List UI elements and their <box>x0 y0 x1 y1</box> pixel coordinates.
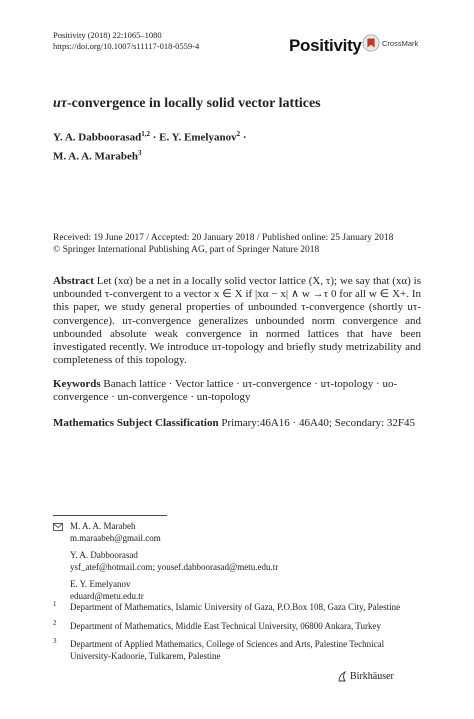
keywords-label: Keywords <box>53 378 101 390</box>
envelope-icon <box>53 523 63 531</box>
title-text: -convergence in locally solid vector lattices <box>67 96 321 111</box>
abstract-text: Let (xα) be a net in a locally solid vector lattice (X, τ); we say that (xα) is unbounded τ-convergent to a vector x ∈ X if |xα − x| ∧ w →τ 0 for all w ∈ X+. In this paper, we study general properties of unbounded τ-convergence (shortly uτ-convergence). uτ-convergence generalizes unbounded norm convergence and unbounded absolute weak convergence in normed lattices that have been investigated recently. We introduce uτ-topology and briefly study metrizability and completeness of this topology. <box>53 275 421 367</box>
contact-name: E. Y. Emelyanov <box>70 579 131 589</box>
abstract-label: Abstract <box>53 275 94 287</box>
msc-text: Primary:46A16 · 46A40; Secondary: 32F45 <box>221 417 416 429</box>
contact-email[interactable]: ysf_atef@hotmail.com; yousef.dabboorasad@metu.edu.tr <box>70 561 279 572</box>
keywords <box>53 378 421 404</box>
affiliation-number: 1 <box>53 600 57 608</box>
crossmark-icon <box>362 34 380 52</box>
author-3: M. A. A. Marabeh <box>53 150 138 163</box>
contact-name: M. A. A. Marabeh <box>70 521 136 531</box>
affiliation-item <box>53 639 423 662</box>
citation-line-1: Positivity (2018) 22:1065–1080 <box>53 30 162 40</box>
copyright-line: © Springer International Publishing AG, part of Springer Nature 2018 <box>53 245 320 255</box>
author-2: E. Y. Emelyanov <box>159 131 237 144</box>
author-contacts <box>53 521 278 608</box>
citation-info <box>53 30 199 52</box>
msc-label: Mathematics Subject Classification <box>53 417 219 429</box>
author-2-affil: 2 <box>236 130 241 138</box>
affiliation-text: Department of Mathematics, Islamic University of Gaza, P.O.Box 108, Gaza City, Palestine <box>70 602 401 612</box>
publisher-logo <box>337 671 394 682</box>
affiliation-item <box>53 618 423 633</box>
affiliation-number: 2 <box>53 618 57 627</box>
crossmark-badge[interactable] <box>362 34 418 52</box>
contact-entry <box>53 579 278 602</box>
birkhauser-logo-icon <box>337 671 347 682</box>
author-1-affil: 1,2 <box>141 130 150 138</box>
author-1: Y. A. Dabboorasad <box>53 131 142 144</box>
affiliation-text: Department of Mathematics, Middle East Technical University, 06800 Ankara, Turkey <box>70 620 382 631</box>
publisher-name: Birkhäuser <box>350 671 394 682</box>
title-math: uτ <box>53 96 67 111</box>
author-list: Y. A. Dabboorasad$^{1,2}$ · E. Y. Emelyanov$^2$ · M. A. A. Marabeh$^3$ <box>53 130 247 163</box>
contact-name: Y. A. Dabboorasad <box>70 550 138 560</box>
crossmark-label: CrossMark <box>382 38 419 48</box>
publication-dates <box>53 232 433 256</box>
footnote-divider <box>53 515 167 516</box>
contact-entry <box>53 550 278 573</box>
affiliation-number: 3 <box>53 637 57 645</box>
dates-line: Received: 19 June 2017 / Accepted: 20 January 2018 / Published online: 25 January 2018 <box>53 233 394 243</box>
affiliation-item <box>53 602 423 614</box>
journal-name: Positivity <box>289 36 362 55</box>
keywords-text: Banach lattice · Vector lattice · uτ-convergence · uτ-topology · uo-convergence · un-convergence · un-topology <box>53 378 398 404</box>
paper-title <box>53 96 321 112</box>
abstract <box>53 275 421 367</box>
affiliations <box>53 602 423 669</box>
author-3-affil: 3 <box>137 148 142 157</box>
contact-email[interactable]: eduard@metu.edu.tr <box>70 590 144 601</box>
affiliation-text: Department of Applied Mathematics, College of Sciences and Arts, Palestine Technical University-Kadoorie, Tulkarem, Palestine <box>70 639 385 661</box>
contact-email[interactable]: m.maraabeh@gmail.com <box>70 532 161 543</box>
contact-entry <box>53 521 278 544</box>
doi-line[interactable]: https://doi.org/10.1007/s11117-018-0559-4 <box>53 41 200 51</box>
msc-classification <box>53 417 433 429</box>
